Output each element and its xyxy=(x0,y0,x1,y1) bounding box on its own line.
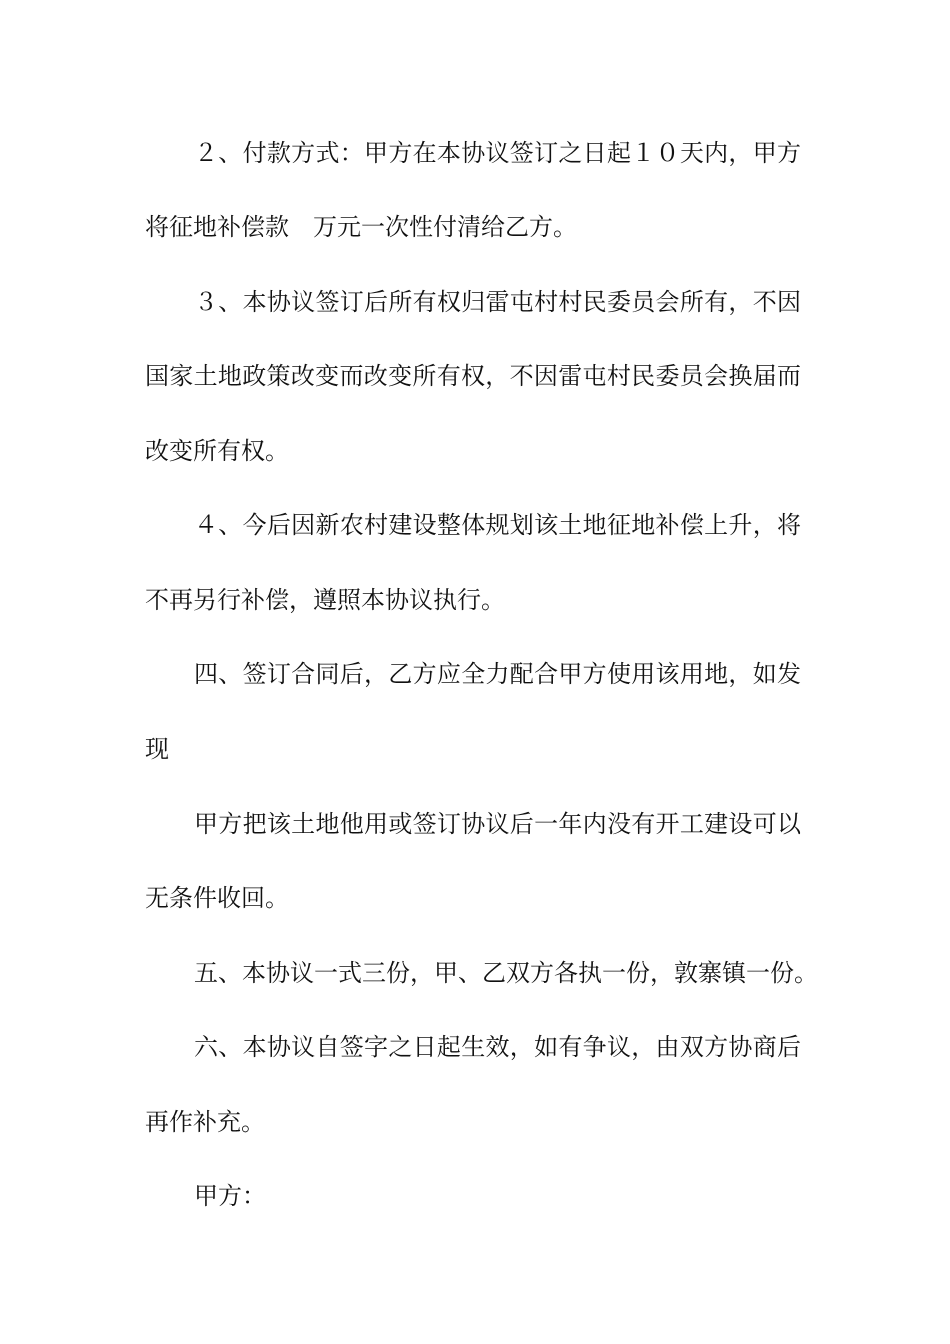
clause-3-line-1: ３、本协议签订后所有权归雷屯村村民委员会所有，不因 xyxy=(194,288,801,316)
article-4-line-1: 四、签订合同后，乙方应全力配合甲方使用该用地，如发 xyxy=(194,660,801,688)
article-6-line-2: 再作补充。 xyxy=(145,1108,265,1136)
clause-2-line-1: ２、付款方式：甲方在本协议签订之日起１０天内，甲方 xyxy=(194,139,801,167)
clause-3-line-2: 国家土地政策改变而改变所有权，不因雷屯村民委员会换届而 xyxy=(145,362,801,390)
article-5-line: 五、本协议一式三份，甲、乙双方各执一份，敦寨镇一份。 xyxy=(194,959,818,987)
article-4-line-2: 现 xyxy=(145,735,169,763)
clause-3-line-3: 改变所有权。 xyxy=(145,437,289,465)
clause-4-line-2: 不再另行补偿，遵照本协议执行。 xyxy=(145,586,505,614)
clause-4-line-1: ４、今后因新农村建设整体规划该土地征地补偿上升，将 xyxy=(194,511,801,539)
clause-2-line-2: 将征地补偿款 万元一次性付清给乙方。 xyxy=(145,213,577,241)
party-a-signature-label: 甲方： xyxy=(194,1182,266,1210)
article-4-line-3: 甲方把该土地他用或签订协议后一年内没有开工建设可以 xyxy=(194,810,801,838)
article-4-line-4: 无条件收回。 xyxy=(145,884,289,912)
article-6-line-1: 六、本协议自签字之日起生效，如有争议，由双方协商后 xyxy=(194,1033,801,1061)
